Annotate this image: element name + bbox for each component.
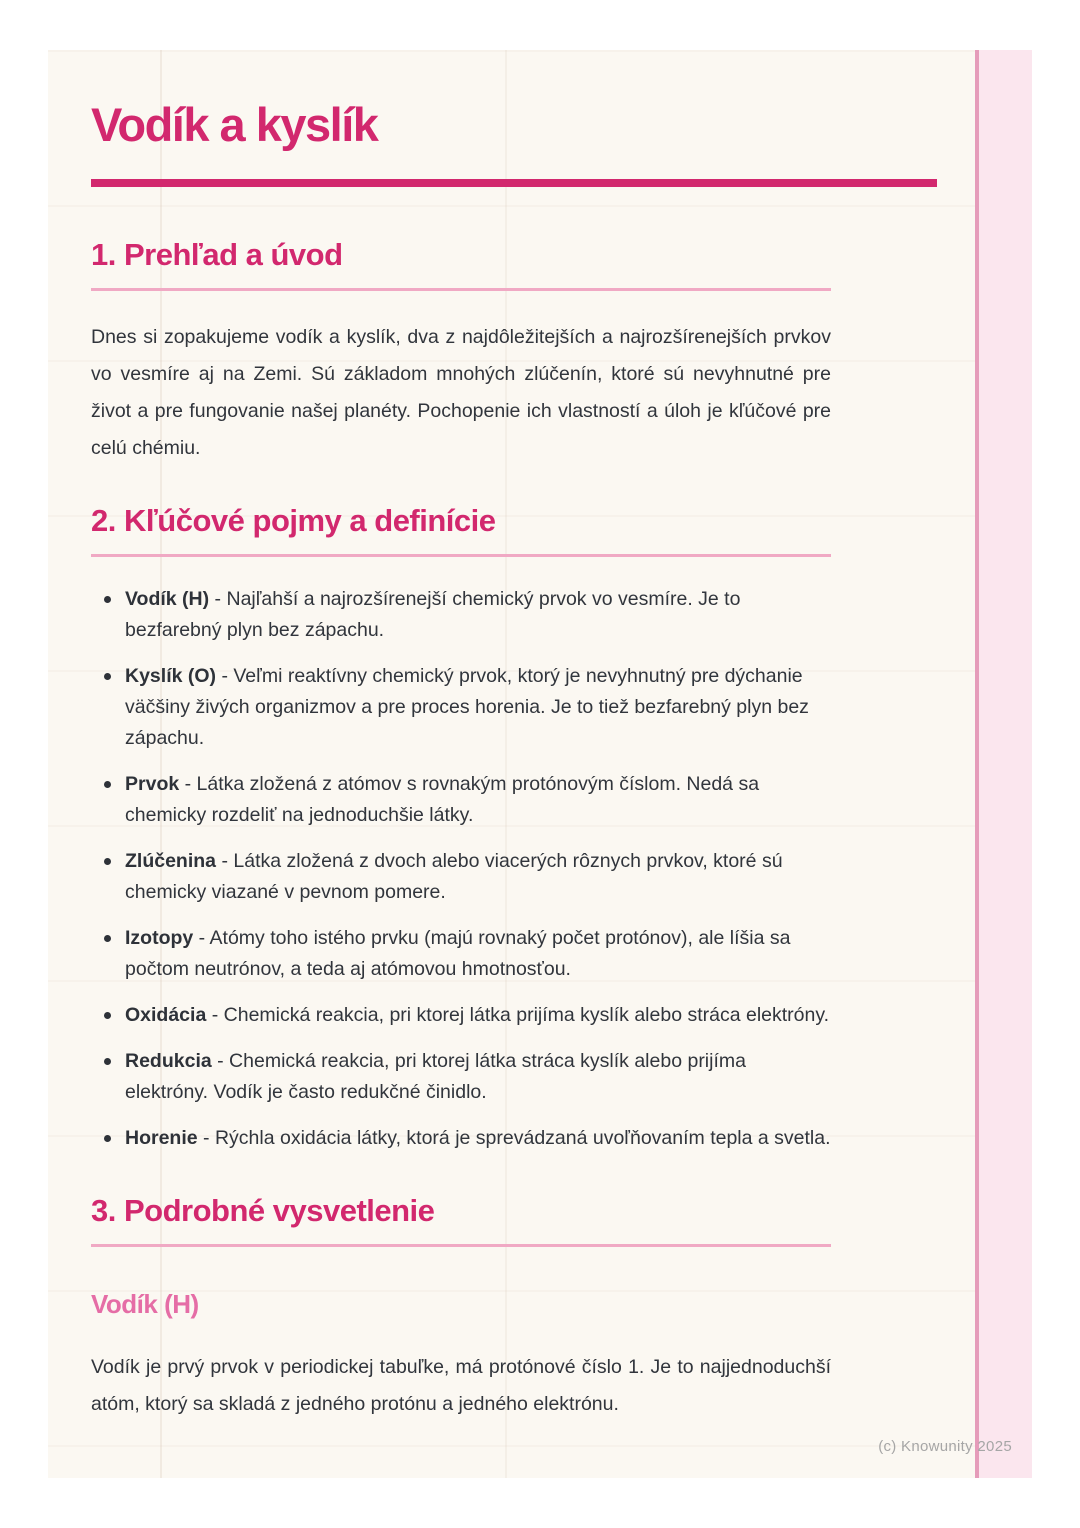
- term-separator: -: [216, 665, 234, 687]
- term-definition: Rýchla oxidácia látky, ktorá je sprevádzaná uvoľňovaním tepla a svetla.: [214, 1127, 831, 1149]
- section-detail: [91, 1191, 831, 1423]
- term-definition: Veľmi reaktívny chemický prvok, ktorý je nevyhnutný pre dýchanie väčšiny živých organizmov a pre proces horenia. Je to tiež bezfarebný plyn bez zápachu.: [125, 665, 809, 749]
- section-key-terms: [91, 501, 831, 1154]
- right-accent-stripe: [975, 50, 1032, 1478]
- term-separator: -: [216, 850, 234, 872]
- term-label: Izotopy: [125, 927, 194, 949]
- term-definition: Látka zložená z dvoch alebo viacerých rôznych prvkov, ktoré sú chemicky viazané v pevnom pomere.: [125, 850, 783, 903]
- definition-item: [91, 661, 831, 754]
- section-2-heading: 2. Kľúčové pojmy a definície: [91, 501, 831, 557]
- term-label: Oxidácia: [125, 1004, 207, 1026]
- definition-item: [91, 584, 831, 646]
- term-definition: Látka zložená z atómov s rovnakým protónovým číslom. Nedá sa chemicky rozdeliť na jednoduchšie látky.: [125, 773, 760, 826]
- section-3-paragraph: Vodík je prvý prvok v periodickej tabuľke, má protónové číslo 1. Je to najjednoduchší atóm, ktorý sa skladá z jedného protónu a jedného elektrónu.: [91, 1356, 831, 1415]
- term-definition: Atómy toho istého prvku (majú rovnaký počet protónov), ale líšia sa počtom neutrónov, a teda aj atómovou hmotnosťou.: [125, 927, 791, 980]
- section-1-heading: 1. Prehľad a úvod: [91, 235, 831, 291]
- term-label: Vodík (H): [125, 588, 210, 610]
- term-label: Kyslík (O): [125, 665, 217, 687]
- definition-item: [91, 769, 831, 831]
- term-separator: -: [197, 1127, 215, 1149]
- term-label: Zlúčenina: [125, 850, 217, 872]
- term-definition: Najľahší a najrozšírenejší chemický prvok vo vesmíre. Je to bezfarebný plyn bez zápachu.: [125, 588, 741, 641]
- term-label: Prvok: [125, 773, 180, 795]
- term-label: Redukcia: [125, 1050, 212, 1072]
- watermark: (c) Knowunity 2025: [878, 1438, 1012, 1455]
- term-separator: -: [179, 773, 197, 795]
- definition-item: [91, 1123, 831, 1154]
- term-definition: Chemická reakcia, pri ktorej látka prijíma kyslík alebo stráca elektróny.: [223, 1004, 830, 1026]
- title-divider: [91, 179, 937, 187]
- definition-item: [91, 1046, 831, 1108]
- term-separator: -: [211, 1050, 230, 1072]
- term-separator: -: [206, 1004, 224, 1026]
- document-content: [48, 50, 831, 1423]
- note-card: [48, 50, 1032, 1478]
- term-separator: -: [209, 588, 227, 610]
- section-3-heading: 3. Podrobné vysvetlenie: [91, 1191, 831, 1247]
- definition-item: [91, 1000, 831, 1031]
- definition-item: [91, 923, 831, 985]
- subsection-heading: Vodík (H): [91, 1289, 199, 1319]
- page-title: Vodík a kyslík: [91, 98, 378, 151]
- definition-item: [91, 846, 831, 908]
- term-label: Horenie: [125, 1127, 198, 1149]
- section-1-paragraph: Dnes si zopakujeme vodík a kyslík, dva z najdôležitejších a najrozšírenejších prvkov vo vesmíre aj na Zemi. Sú základom mnohých zlúčenín, ktoré sú nevyhnutné pre život a pre fungovanie našej planéty. Pochopenie ich vlastností a úloh je kľúčové pre celú chémiu.: [91, 326, 831, 459]
- definitions-list: [91, 584, 831, 1154]
- term-definition: Chemická reakcia, pri ktorej látka stráca kyslík alebo prijíma elektróny. Vodík je často redukčné činidlo.: [125, 1050, 746, 1103]
- term-separator: -: [193, 927, 210, 949]
- section-overview: [91, 235, 831, 467]
